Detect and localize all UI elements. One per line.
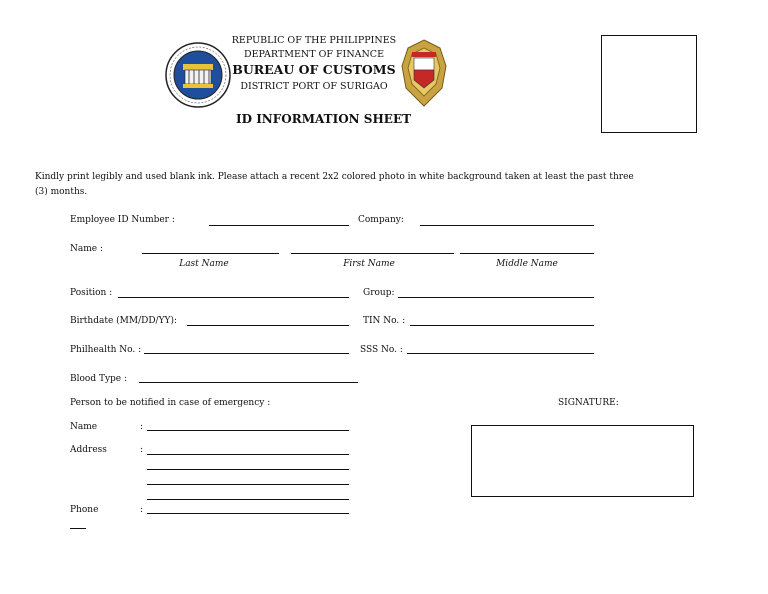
signature-label: SIGNATURE: [558, 398, 619, 408]
blood-type-field[interactable] [139, 382, 358, 383]
first-name-caption: First Name [343, 259, 395, 269]
position-field[interactable] [118, 297, 349, 298]
emergency-name-colon: : [140, 422, 144, 432]
emergency-address-field-1[interactable] [147, 454, 349, 455]
blood-type-label: Blood Type : [70, 374, 128, 384]
birthdate-field[interactable] [187, 325, 349, 326]
sss-field[interactable] [407, 353, 594, 354]
company-label: Company: [358, 215, 404, 225]
group-field[interactable] [398, 297, 594, 298]
emergency-address-field-4[interactable] [147, 499, 349, 500]
birthdate-label: Birthdate (MM/DD/YY): [70, 316, 178, 326]
tin-label: TIN No. : [363, 316, 406, 326]
emergency-name-label: Name [70, 422, 98, 432]
sss-label: SSS No. : [360, 345, 403, 355]
republic-line: REPUBLIC OF THE PHILIPPINES [231, 35, 397, 46]
emergency-name-field[interactable] [147, 430, 349, 431]
first-name-field[interactable] [291, 253, 454, 254]
group-label: Group: [363, 288, 395, 298]
position-label: Position : [70, 288, 113, 298]
emergency-phone-colon: : [140, 505, 144, 515]
instructions-line-2: (3) months. [35, 187, 88, 197]
emergency-address-colon: : [140, 445, 144, 455]
emergency-heading: Person to be notified in case of emergency : [70, 398, 271, 408]
department-line: DEPARTMENT OF FINANCE [243, 49, 385, 60]
name-label: Name : [70, 244, 103, 254]
employee-id-field[interactable] [209, 225, 349, 226]
philhealth-label: Philhealth No. : [70, 345, 142, 355]
company-field[interactable] [420, 225, 594, 226]
emergency-address-field-2[interactable] [147, 469, 349, 470]
district-line: DISTRICT PORT OF SURIGAO [240, 81, 388, 92]
bureau-line: BUREAU OF CUSTOMS [232, 62, 396, 77]
emergency-phone-field[interactable] [147, 513, 349, 514]
employee-id-label: Employee ID Number : [70, 215, 175, 225]
photo-box[interactable] [601, 35, 697, 133]
philhealth-field[interactable] [144, 353, 349, 354]
emergency-address-field-3[interactable] [147, 484, 349, 485]
middle-name-field[interactable] [460, 253, 594, 254]
tin-field[interactable] [410, 325, 594, 326]
instructions-line-1: Kindly print legibly and used blank ink. Please attach a recent 2x2 colored photo in white background taken at least the past three [35, 172, 634, 182]
customs-police-badge [398, 38, 450, 110]
last-name-field[interactable] [142, 253, 279, 254]
emergency-phone-label: Phone [70, 505, 99, 515]
signature-box[interactable] [471, 425, 694, 497]
emergency-address-label: Address [70, 445, 107, 455]
last-name-caption: Last Name [179, 259, 229, 269]
phone-underline-mark [70, 528, 86, 529]
middle-name-caption: Middle Name [496, 259, 558, 269]
form-title: ID INFORMATION SHEET [236, 112, 412, 126]
